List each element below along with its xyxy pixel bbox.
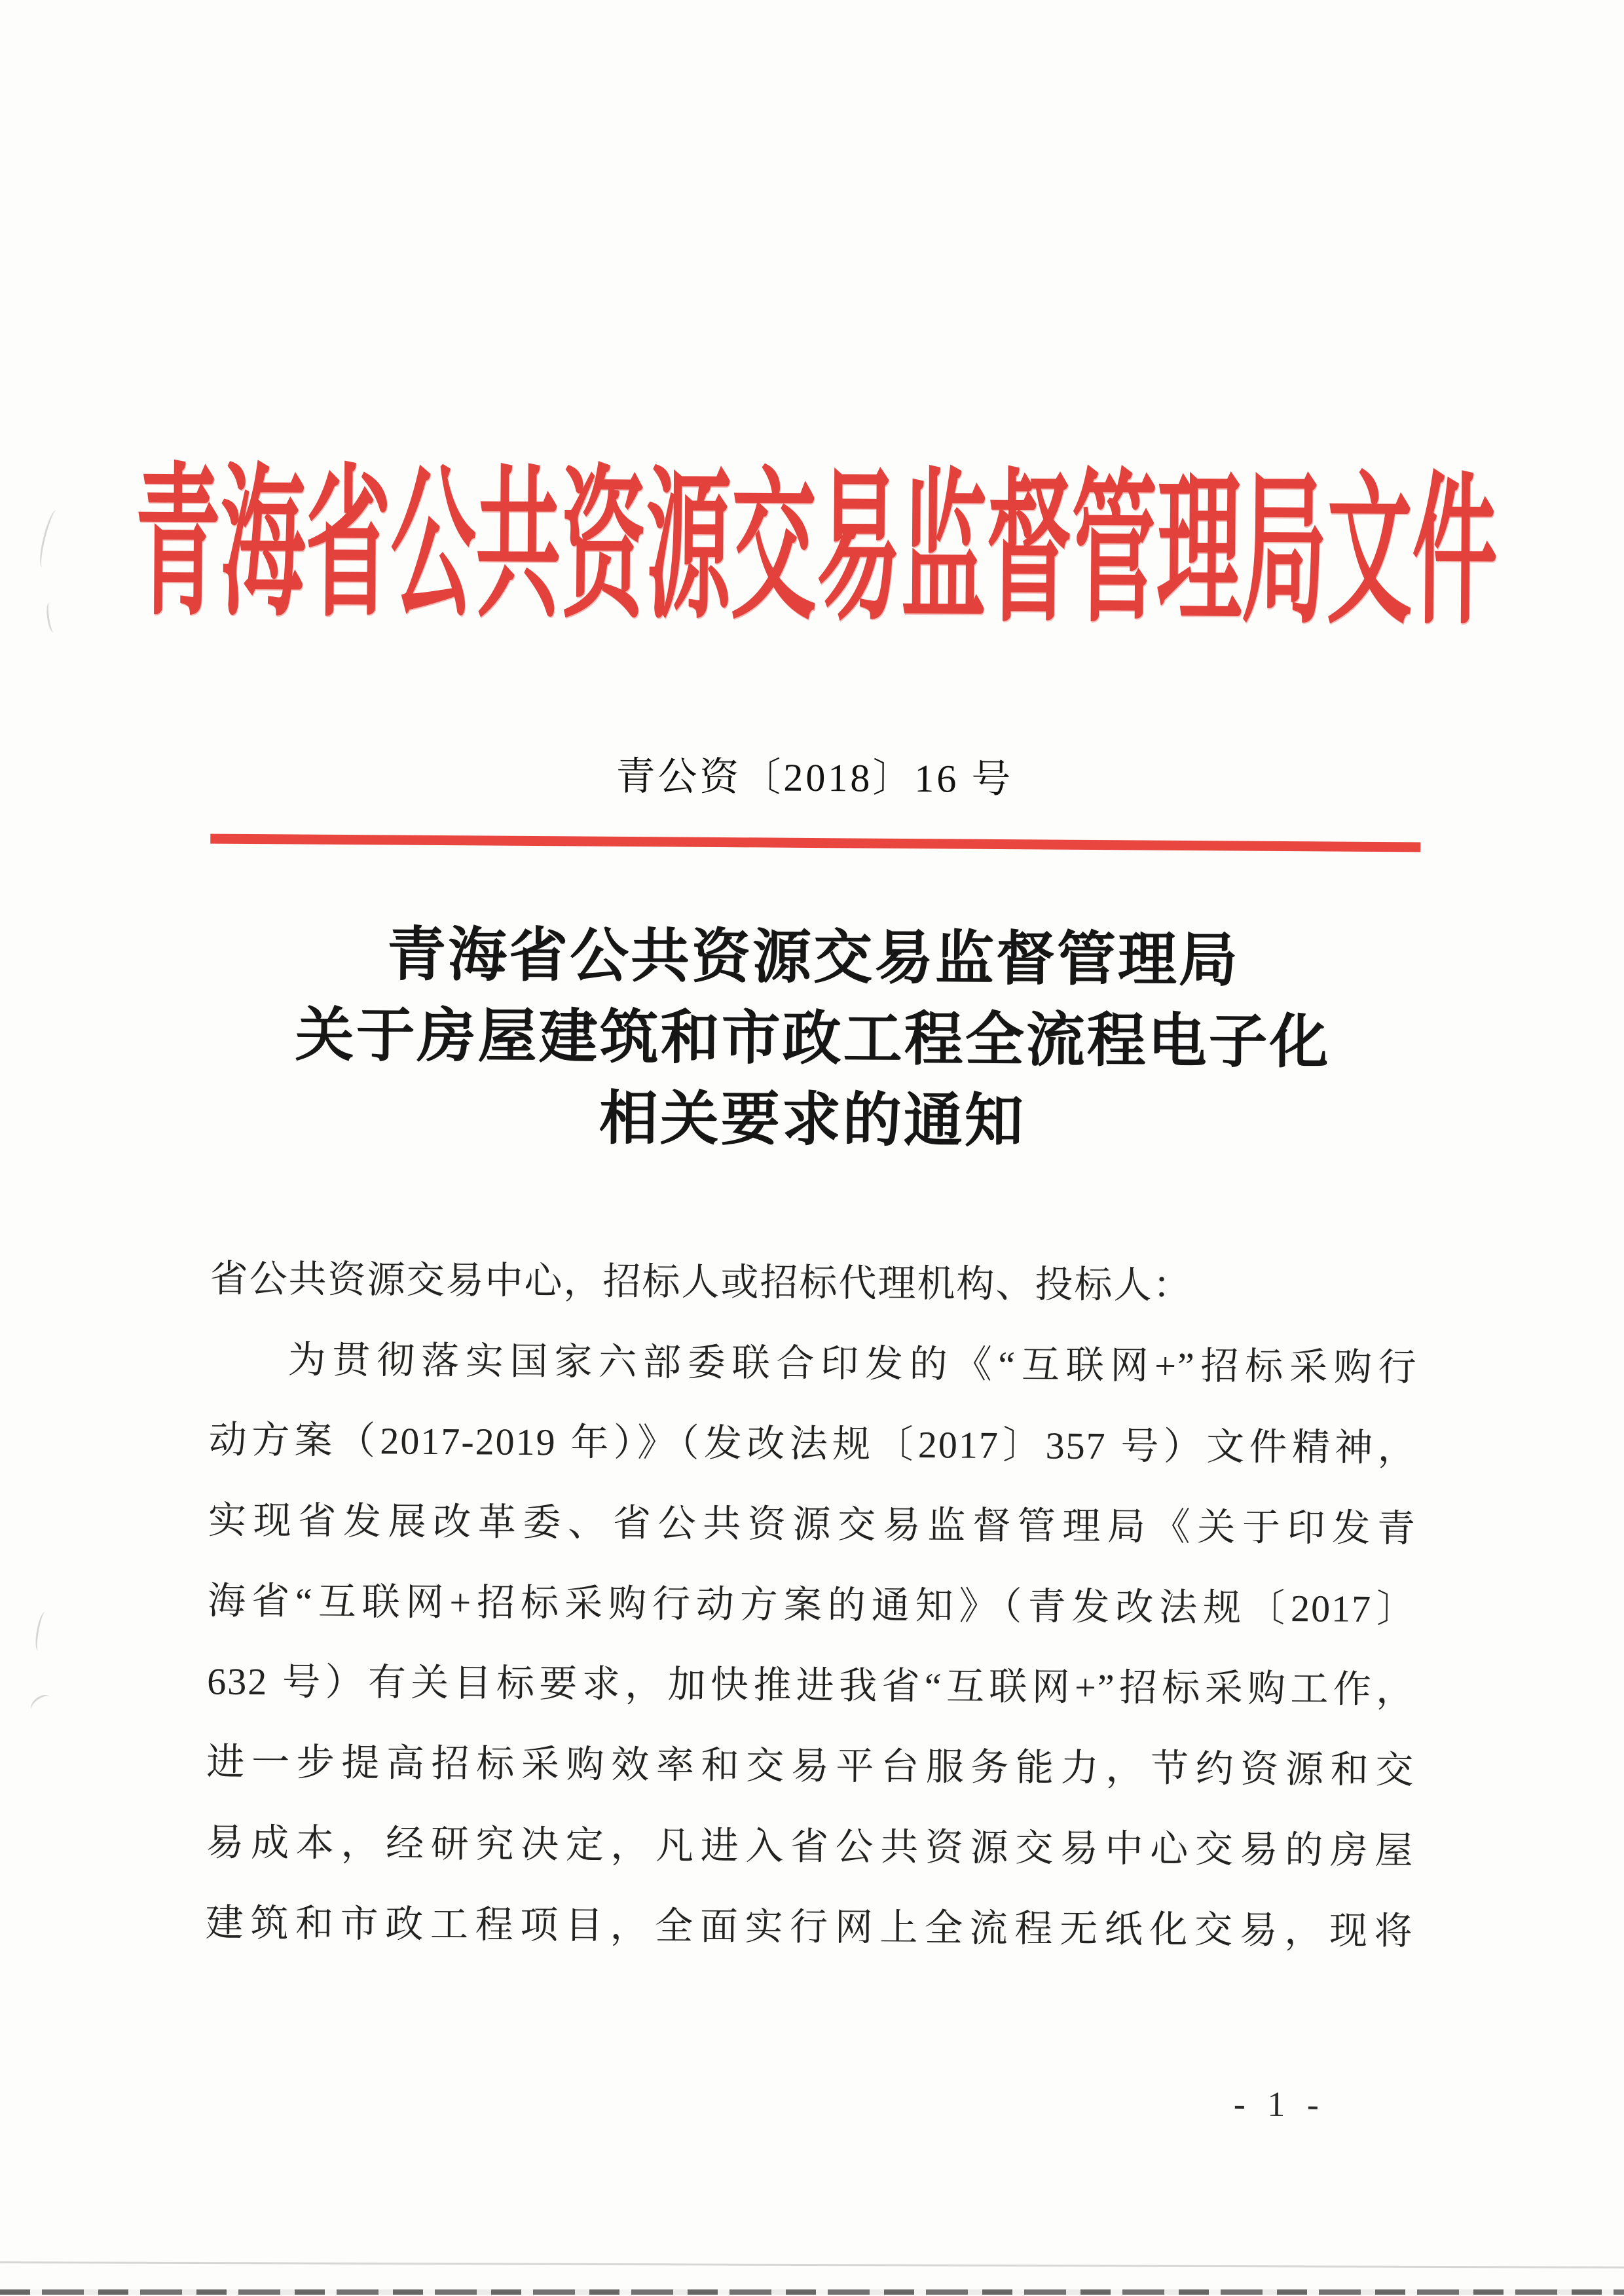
- body-line: 海省“互联网+招标采购行动方案的通知》（青发改法规〔2017〕: [207, 1579, 1416, 1631]
- red-divider-line: [210, 834, 1420, 852]
- scan-bottom-edge: [0, 2289, 1624, 2295]
- agency-banner: [4, 426, 1624, 645]
- document-body: [205, 1239, 1418, 1972]
- body-line: 实现省发展改革委、省公共资源交易监督管理局《关于印发青: [208, 1499, 1417, 1550]
- title-line-3: 相关要求的通知: [599, 1086, 1026, 1155]
- body-line: 动方案（2017-2019 年）》（发改法规〔2017〕357 号）文件精神，: [208, 1418, 1418, 1470]
- salutation-line: 省公共资源交易中心，招标人或招标代理机构、投标人：: [210, 1257, 1192, 1307]
- body-line: 为贯彻落实国家六部委联合印发的《“互联网+”招标采购行: [287, 1338, 1418, 1389]
- document-number: 青公资〔2018〕16 号: [616, 754, 1014, 801]
- body-line: 易成本，经研究决定，凡进入省公共资源交易中心交易的房屋: [206, 1821, 1414, 1872]
- title-line-1: 青海省公共资源交易监督管理局: [386, 922, 1240, 994]
- title-line-2: 关于房屋建筑和市政工程全流程电子化: [295, 1003, 1331, 1076]
- agency-banner-text: 青海省公共资源交易监督管理局文件: [134, 454, 1498, 645]
- document-title: [0, 912, 1624, 1167]
- page-number: - 1 -: [1233, 2084, 1321, 2124]
- body-line: 进一步提高招标采购效率和交易平台服务能力，节约资源和交: [206, 1740, 1415, 1792]
- body-line: 建筑和市政工程项目，全面实行网上全流程无纸化交易，现将: [205, 1901, 1414, 1953]
- body-line: 632 号）有关目标要求，加快推进我省“互联网+”招标采购工作，: [207, 1660, 1416, 1711]
